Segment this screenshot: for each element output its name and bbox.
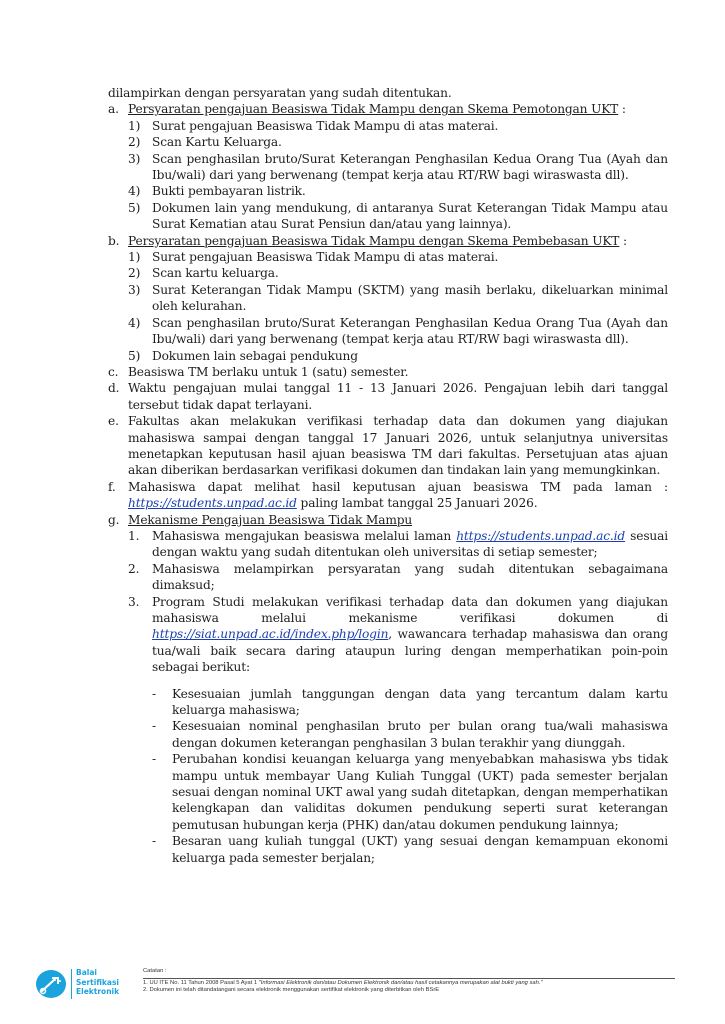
section-b-list xyxy=(128,249,668,364)
logo-divider xyxy=(71,969,72,999)
list-item: 2) Scan Kartu Keluarga. xyxy=(128,135,282,150)
list-item: - Kesesuaian jumlah tanggungan dengan data yang tercantum dalam kartu keluarga mahasiswa; xyxy=(152,686,668,718)
section-g-title: Mekanisme Pengajuan Beasiswa Tidak Mampu xyxy=(128,512,413,527)
section-d: d. Waktu pengajuan mulai tanggal 11 - 13 Januari 2026. Pengajuan lebih dari tanggal tersebut tidak dapat terlayani. xyxy=(108,381,668,412)
section-a-list xyxy=(128,118,668,233)
list-item: 3. Program Studi melakukan verifikasi terhadap data dan dokumen yang diajukan mahasiswa melalui mekanisme verifikasi dokumen di https://siat.unpad.ac.id/index.php/login, wawancara terhadap mahasiswa dan orang tua/wali baik secara daring ataupun luring dengan memperhatikan poin-poin sebagai berikut: xyxy=(128,594,668,675)
key-icon xyxy=(36,970,66,998)
footer-notes xyxy=(143,968,675,995)
document-page xyxy=(108,85,668,866)
section-b-title: Persyaratan pengajuan Beasiswa Tidak Mampu dengan Skema Pembebasan UKT xyxy=(128,233,620,248)
notes-divider xyxy=(143,978,675,979)
list-item: 3) Scan penghasilan bruto/Surat Keterangan Penghasilan Kedua Orang Tua (Ayah dan Ibu/wali) dari yang berwenang (tempat kerja atau RT/RW bagi wiraswasta dll). xyxy=(128,151,668,183)
intro-line: dilampirkan dengan persyaratan yang sudah ditentukan. xyxy=(108,86,452,100)
students-portal-link[interactable]: https://students.unpad.ac.id xyxy=(456,528,626,543)
students-portal-link[interactable]: https://students.unpad.ac.id xyxy=(128,496,297,511)
list-item: 4) Scan penghasilan bruto/Surat Keterangan Penghasilan Kedua Orang Tua (Ayah dan Ibu/wali) dari yang berwenang (tempat kerja atau RT/RW bagi wiraswasta dll). xyxy=(128,315,668,347)
list-item: 2. Mahasiswa melampirkan persyaratan yang sudah ditentukan sebagaimana dimaksud; xyxy=(128,561,668,593)
list-item: 3) Surat Keterangan Tidak Mampu (SKTM) yang masih berlaku, dikeluarkan minimal oleh kelurahan. xyxy=(128,282,668,314)
verification-points-list xyxy=(152,686,668,866)
list-item: 2) Scan kartu keluarga. xyxy=(128,266,279,281)
page-footer xyxy=(0,960,725,1020)
siat-login-link[interactable]: https://siat.unpad.ac.id/index.php/login xyxy=(152,627,389,642)
note-2: 2. Dokumen ini telah ditandatangani secara elektronik menggunakan sertifikat elektronik yang diterbitkan oleh BSrE xyxy=(143,987,440,994)
list-item: 1) Surat pengajuan Beasiswa Tidak Mampu di atas materai. xyxy=(128,250,499,265)
list-item: - Kesesuaian nominal penghasilan bruto per bulan orang tua/wali mahasiswa dengan dokumen keterangan penghasilan 3 bulan terakhir yang diunggah. xyxy=(152,719,668,750)
list-item: 4) Bukti pembayaran listrik. xyxy=(128,184,306,199)
list-item: 5) Dokumen lain yang mendukung, di antaranya Surat Keterangan Tidak Mampu atau Surat Kematian atau Surat Pensiun dan/atau yang lainnya). xyxy=(128,200,668,232)
section-g-list xyxy=(128,528,668,676)
section-a-title: Persyaratan pengajuan Beasiswa Tidak Mampu dengan Skema Pemotongan UKT xyxy=(128,102,619,117)
section-marker: b. xyxy=(108,233,120,248)
note-1: 1. UU ITE No. 11 Tahun 2008 Pasal 5 Ayat 1 "Informasi Elektronik dan/atau Dokumen Elektronik dan/atau hasil cetakannya merupakan alat bukti yang sah." xyxy=(143,979,543,986)
notes-title: Catatan : xyxy=(143,968,167,974)
list-item: - Besaran uang kuliah tunggal (UKT) yang sesuai dengan kemampuan ekonomi keluarga pada semester berjalan; xyxy=(152,834,668,865)
list-item: - Perubahan kondisi keuangan keluarga yang menyebabkan mahasiswa ybs tidak mampu untuk membayar Uang Kuliah Tunggal (UKT) pada semester berjalan sesuai dengan nominal UKT awal yang sudah ditetapkan, dengan memperhatikan kelengkapan dan validitas dokumen pendukung seperti surat keterangan pemutusan hubungan kerja (PHK) dan/atau dokumen pendukung lainnya; xyxy=(152,752,668,832)
section-b: b. Persyaratan pengajuan Beasiswa Tidak Mampu dengan Skema Pembebasan UKT : xyxy=(108,233,627,248)
bsre-logo xyxy=(36,967,131,1001)
section-e: e. Fakultas akan melakukan verifikasi terhadap data dan dokumen yang diajukan mahasiswa sampai dengan tanggal 17 Januari 2026, untuk selanjutnya universitas menetapkan keputusan hasil ajuan beasiswa TM dari fakultas. Persetujuan atas ajuan akan diberikan berdasarkan verifikasi dokumen dan tindakan lain yang memungkinkan. xyxy=(108,414,668,478)
section-marker: a. xyxy=(108,102,119,117)
section-a: a. Persyaratan pengajuan Beasiswa Tidak Mampu dengan Skema Pemotongan UKT : xyxy=(108,102,626,117)
logo-text: Balai Sertifikasi Elektronik xyxy=(76,968,120,996)
list-item: 1. Mahasiswa mengajukan beasiswa melalui laman https://students.unpad.ac.id sesuai dengan waktu yang sudah ditentukan oleh universitas di setiap semester; xyxy=(128,528,668,560)
list-item: 5) Dokumen lain sebagai pendukung xyxy=(128,348,358,363)
section-g: g. Mekanisme Pengajuan Beasiswa Tidak Mampu xyxy=(108,512,413,527)
section-f: f. Mahasiswa dapat melihat hasil keputusan ajuan beasiswa TM pada laman : https://students.unpad.ac.id paling lambat tanggal 25 Januari 2026. xyxy=(108,479,668,511)
list-item: 1) Surat pengajuan Beasiswa Tidak Mampu di atas materai. xyxy=(128,118,499,133)
section-c: c. Beasiswa TM berlaku untuk 1 (satu) semester. xyxy=(108,364,409,379)
